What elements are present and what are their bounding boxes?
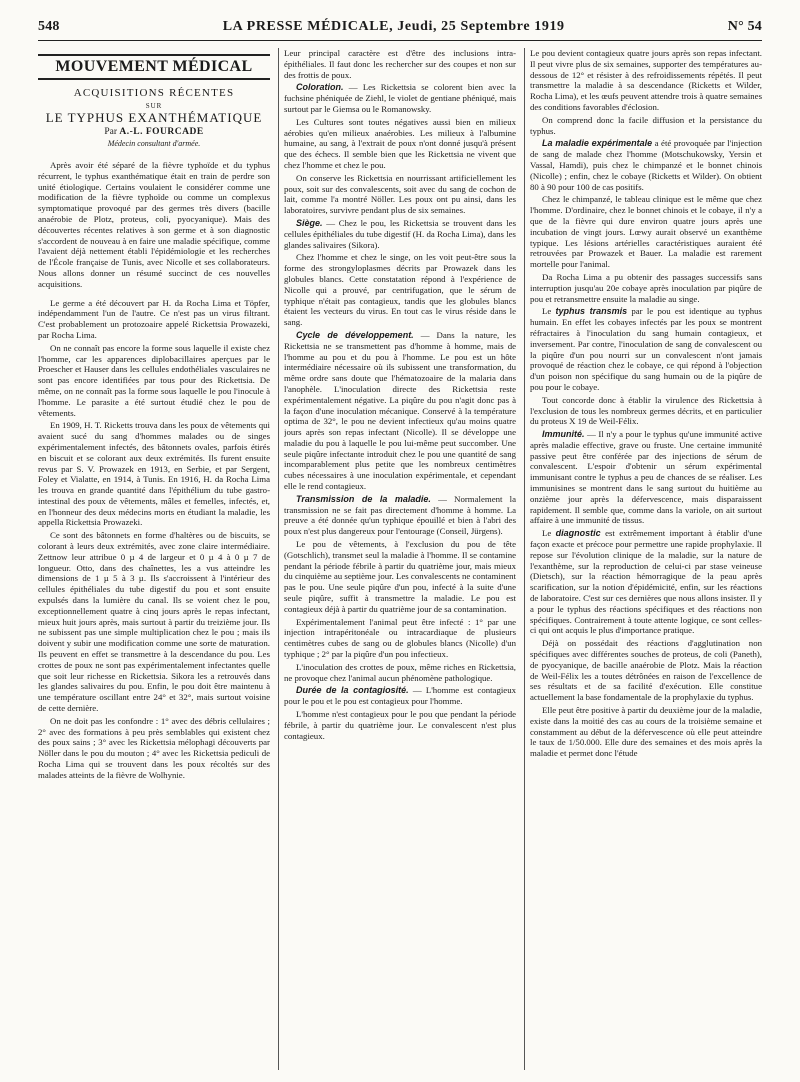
paragraph-cycle: Cycle de développement. — Dans la nature, les Rickettsia ne se transmettent pas d'homme à homme, mais de l'homme au pou et du pou à l'homme. Le pou est un hôte intermédiaire nécessaire où ils subissent une transformation, du même ordre sans doute que l'hématozoaire de la malaria dans l'anophèle. L'inoculation directe des Rickettsia reste expérimentalement négative. La piqûre du pou n'agit donc pas à la façon d'une inoculation mécanique. Conservé à la température optima de 32°, le pou ne devient infectieux qu'au moins quatre jours après son repas infectant (Nicolle). Il se développe une maladie du pou à laquelle le pou lui-même peut succomber. Une seule piqûre infectante introduit chez le pou une quantité de sang incomparablement plus petite que les nombreux centimètres cubes nécessaires à une inoculation expérimentale, et cependant elle le rend contagieux. [284, 329, 516, 492]
paragraph: Le pou devient contagieux quatre jours après son repas infectant. Il peut vivre plus de six semaines, supporter des températures au-dessous de 12° et résister à des refroidissements répétés. Il peut transmettre la maladie à sa descendance (Ricketts et Wilder, Rocha Lima), et les œufs peuvent attendre trois à quatre semaines des conditions favorables d'éclosion. [530, 48, 762, 112]
paragraph-typhus-transmis: Le typhus transmis par le pou est identique au typhus humain. En effet les cobayes infectés par les poux se montrent réfractaires à l'inoculation du sang humain contagieux, et inversement. Par contre, l'inoculation de sang de convalescent ou la piqûre d'un pou nourri sur un convalescent n'ont jamais provoqué de réaction chez le cobaye, ce qui répond à l'objection d'un poison non spécifique du sang humain ou de la piqûre de pou pour le cobaye. [530, 306, 762, 392]
paragraph-transmission: Transmission de la maladie. — Normalement la transmission ne se fait pas directement d'homme à homme. La preuve a été donnée qu'un typhique épouillé et bien à l'abri des poux n'est plus dangereux pour l'entourage (Conseil, Jürgens). [284, 493, 516, 537]
journal-title: LA PRESSE MÉDICALE, Jeudi, 25 Septembre 1919 [222, 19, 565, 34]
paragraph-diagnostic: Le diagnostic est extrêmement important à établir d'une façon exacte et précoce pour permettre une rapide prophylaxie. Il repose sur l'évolution clinique de la maladie, sur la nature de l'exanthème, sur la reproduction de celui-ci par stase veineuse (Dietsch), sur la réaction hémorragique de la peau après scarification, sur la notion d'épidémicité, enfin, sur les réactions de laboratoire. C'est sur ces dernières que nous allons insister. Il y a pour le typhus des réactions spécifiques et des réactions non spécifiques. Contrairement à toute attente logique, ce sont celles-ci qui ont acquis le plus d'importance pratique. [530, 528, 762, 636]
paragraph-duree: Durée de la contagiosité. — L'homme est contagieux pour le pou et le pou est contagieux pour l'homme. [284, 685, 516, 707]
paragraph: On comprend donc la facile diffusion et la persistance du typhus. [530, 114, 762, 136]
paragraph: Chez le chimpanzé, le tableau clinique est le même que chez l'homme. D'ordinaire, chez le bonnet chinois et le cobaye, il n'y a que de la fièvre qui dure environ quatre jours après une incubation de vingt jours. Lœwy aurait observé un exanthème typique. Les lésions artérielles caractéristiques auraient été retrouvées par Prowazek et Bauer. La maladie est rarement mortelle pour l'animal. [530, 194, 762, 270]
column-1 [38, 48, 270, 1070]
paragraph: Da Rocha Lima a pu obtenir des passages successifs sans interruption jusqu'au 20e cobaye après inoculation par piqûre de pou et retransmettre ensuite la maladie au singe. [530, 271, 762, 304]
paragraph-experimental: La maladie expérimentale a été provoquée par l'injection de sang de malade chez l'homme (Motschukowsky, Yersin et Vassal, Hamdi), puis chez le chimpanzé et le bonnet chinois (Nicolle) ; enfin, chez le cobaye (Ricketts et Wilder). On obtient 80 à 90 pour 100 de cas positifs. [530, 138, 762, 192]
paragraph: Ce sont des bâtonnets en forme d'haltères ou de biscuits, se colorant à leurs deux extrémités, avec zone claire intermédiaire. Zettnow leur attribue 0 µ 4 de largeur et 0 µ 4 à 0 µ 7 de longueur. Otto, dans des chaînettes, les a vus atteindre les dimensions de 1 µ 5 à 3 µ. Ils s'accroissent à l'intérieur des cellules épithéliales du tube digestif du pou et sont ensuite expulsés dans la lumière du canal. Ils se voient chez le pou, exceptionnellement quatre à cinq jours après le repas infectant, mieux huit jours après, mais surtout à partir du treizième jour. Ils ne subissent pas une simple multiplication chez le pou ; mais ils doivent y subir une modification comme une sorte de maturation. Ils peuvent en effet se transmettre à la descendance du pou. Les crottes de poux ne sont pas expérimentalement infectantes quelle que soit leur richesse en Rickettsia. Sikora les a retrouvés dans les glandes salivaires du pou. Enfin, le pou doit être maintenu à une température oscillant entre 24° et 32°, mais surtout voisine de cette dernière. [38, 530, 270, 714]
page-body [38, 44, 762, 1070]
article-title: LE TYPHUS EXANTHÉMATIQUE [45, 109, 263, 125]
paragraph: Le pou de vêtements, à l'exclusion du pou de tête (Gotschlich), transmet seul la maladie à l'homme. Il se contamine pendant la période fébrile à partir du quatrième jour, mais mieux du cinquième au septième jour. Les convalescents ne contaminent pas le pou. Une seule piqûre d'un pou, infecté à la suite d'une seule piqûre, suffit à transmettre la maladie. Le pou est contagieux déjà à partir du quatrième jour de sa contamination. [284, 539, 516, 614]
paragraph: Elle peut être positive à partir du deuxième jour de la maladie, existe dans la moitié des cas au cours de la troisième semaine et constamment au début de la défervescence où elle peut atteindre le taux de 1/50.000. Elle dure des semaines et des mois après la maladie et permet donc l'étude [530, 705, 762, 759]
paragraph-coloration: Coloration. — Les Rickettsia se colorent bien avec la fuchsine phéniquée de Ziehl, le violet de gentiane phéniqué, mais surtout par le Giemsa ou le Romanowsky. [284, 82, 516, 114]
paragraph-immunite: Immunité. — Il n'y a pour le typhus qu'une immunité active après maladie effective, grave ou fruste. Une certaine immunité passive peut être conférée par des injections de sérum de convalescent. L'espoir d'obtenir un sérum expérimental immunisant contre le typhus a peu de chances de se réaliser. Les immunisines se montrent dans le sang surtout du huitième au onzième jour après la défervescence, mais disparaissent rapidement. Il semble que, comme dans la variole, on ait surtout affaire à une immunité de tissus. [530, 429, 762, 526]
column-2 [284, 48, 516, 1070]
section-title: MOUVEMENT MÉDICAL [38, 54, 270, 80]
author-name: A.-L. FOURCADE [119, 127, 204, 138]
column-3 [530, 48, 762, 1070]
paragraph: Déjà on possédait des réactions d'agglutination non spécifiques avec différentes souches de proteus, de coli (Paneth), de pyocyanique, de bacille anaérobie de Plotz. Mais la réaction de Weil-Félix les a toutes détrônées en raison de l'excellence de ses résultats et de sa facilité d'exécution. Elle constitue actuellement la base fondamentale de la prophylaxie du typhus. [530, 638, 762, 703]
paragraph: On conserve les Rickettsia en nourrissant artificiellement les poux, soit sur des convalescents, soit avec du sang de cochon de lait, comme l'a montré Nöller. Les poux ont pu ainsi, dans les laboratoires, survivre pendant plus de six semaines. [284, 172, 516, 216]
paragraph: En 1909, H. T. Ricketts trouva dans les poux de vêtements qui avaient sucé du sang d'hommes malades ou de singes expérimentalement infectés, des bâtonnets ovales, parfois étirés en biscuit et se colorant aux deux extrémités. Ils furent ensuite revus par S. V. Prowazek en 1913, en Serbie, et par Sergent, Foley et Vialatte, en 1914, à Tunis. En 1916, H. da Rocha Lima les trouva en grande quantité dans l'épithélium du tube gastro-intestinal des poux de vêtements, mâles et femelles, infectés, et, en l'honneur des deux médecins morts en étudiant la maladie, les appella Rickettsia Prowazeki. [38, 420, 270, 528]
paragraph: Leur principal caractère est d'être des inclusions intra-épithéliales. Il faut donc les rechercher sur des coupes et non sur des frottis de poux. [284, 48, 516, 80]
paragraph: Chez l'homme et chez le singe, on les voit peut-être sous la forme des strongyloplasmes décrits par Prowazek dans les globules blancs. Cette constatation répond à l'expérience de Nicolle qui a prouvé, par centrifugation, que le sérum de typhique n'était pas contagieux, tandis que les globules blancs étaient les vecteurs du virus. En tout cas le virus réside dans le sang. [284, 252, 516, 328]
article-author [38, 127, 270, 138]
paragraph: Après avoir été séparé de la fièvre typhoïde et du typhus récurrent, le typhus exanthématique était en train de perdre son unité étiologique. Certains voulaient le considérer comme une modification de la fièvre typhoïde ou comme un complexus symptomatique provoqué par des germes très divers (bacille anaérobie de Plotz, proteus, coli, pyocyanique). Mais des découvertes récentes relatives à son germe et à son diagnostic s'accordent de nouveau à en faire une maladie spécifique, comme l'avaient déjà nettement établi l'épidémiologie et les recherches de l'École française de Tunis, avec Nicolle et ses collaborateurs. Nous allons donner un résumé succinct de ces nouvelles acquisitions. [38, 159, 270, 289]
column-rule [278, 48, 279, 1070]
paragraph: On ne doit pas les confondre : 1° avec des débris cellulaires ; 2° avec des formations à peu près semblables qui existent chez des poux sains ; 3° avec les Rickettsia mélophagi découverts par Nöller dans le pou du mouton ; 4° avec les Rickettsia pediculi de Rocha Lima qui se trouvent dans les poux récoltés sur des malades atteints de la fièvre de Wolhynie. [38, 715, 270, 780]
page-number: 548 [38, 19, 60, 34]
paragraph-siege: Siège. — Chez le pou, les Rickettsia se trouvent dans les cellules épithéliales du tube digestif (H. da Rocha Lima), dans les glandes salivaires (Sikora). [284, 217, 516, 250]
article-kicker: ACQUISITIONS RÉCENTES [73, 87, 235, 99]
paragraph: On ne connaît pas encore la forme sous laquelle il existe chez l'homme, car les apparences diplobacillaires aperçues par le Proescher et Hauser dans les cellules endothéliales vasculaires ne sont pas encore identifiées par tous pour des Rickettsia. De même, on ne connaît pas la forme sous laquelle le pou l'inocule à l'homme. Le parasite a été surtout étudié chez le pou de vêtements. [38, 342, 270, 418]
paragraph: Le germe a été découvert par H. da Rocha Lima et Töpfer, indépendamment l'un de l'autre. Ce n'est pas un virus filtrant. C'est probablement un protozoaire appelé Rickettsia Prowazeki, par Rocha Lima. [38, 297, 270, 340]
author-prefix: Par [104, 127, 117, 138]
paragraph: Tout concorde donc à établir la virulence des Rickettsia à l'exclusion de tous les nombreux germes décrits, et en particulier du proteus X 19 de Weil-Félix. [530, 394, 762, 427]
article-sur: SUR [145, 101, 163, 110]
paragraph: Les Cultures sont toutes négatives aussi bien en milieux aérobies qu'en milieux anaérobies. Les milieux à l'albumine humaine, au sang, à l'extrait de poux n'ont donné jusqu'à présent que des échecs. Il semble bien que les Rickettsia ne vivent que chez l'homme et chez le pou. [284, 116, 516, 170]
page-header [38, 14, 762, 41]
paragraph: Expérimentalement l'animal peut être infecté : 1° par une injection intrapéritonéale ou intracardiaque de plusieurs centimètres cubes de sang ou de globules blancs (Nicolle) d'un typhique ; 2° par la piqûre d'un pou infectieux. [284, 616, 516, 660]
issue-number: N° 54 [727, 19, 762, 34]
paragraph: L'inoculation des crottes de poux, même riches en Rickettsia, ne provoque chez l'animal aucun phénomène pathologique. [284, 661, 516, 683]
author-role: Médecin consultant d'armée. [107, 139, 201, 149]
paragraph: L'homme n'est contagieux pour le pou que pendant la période fébrile, à partir du quatrième jour. Le convalescent n'est plus contagieux. [284, 709, 516, 741]
column-rule [524, 48, 525, 1070]
